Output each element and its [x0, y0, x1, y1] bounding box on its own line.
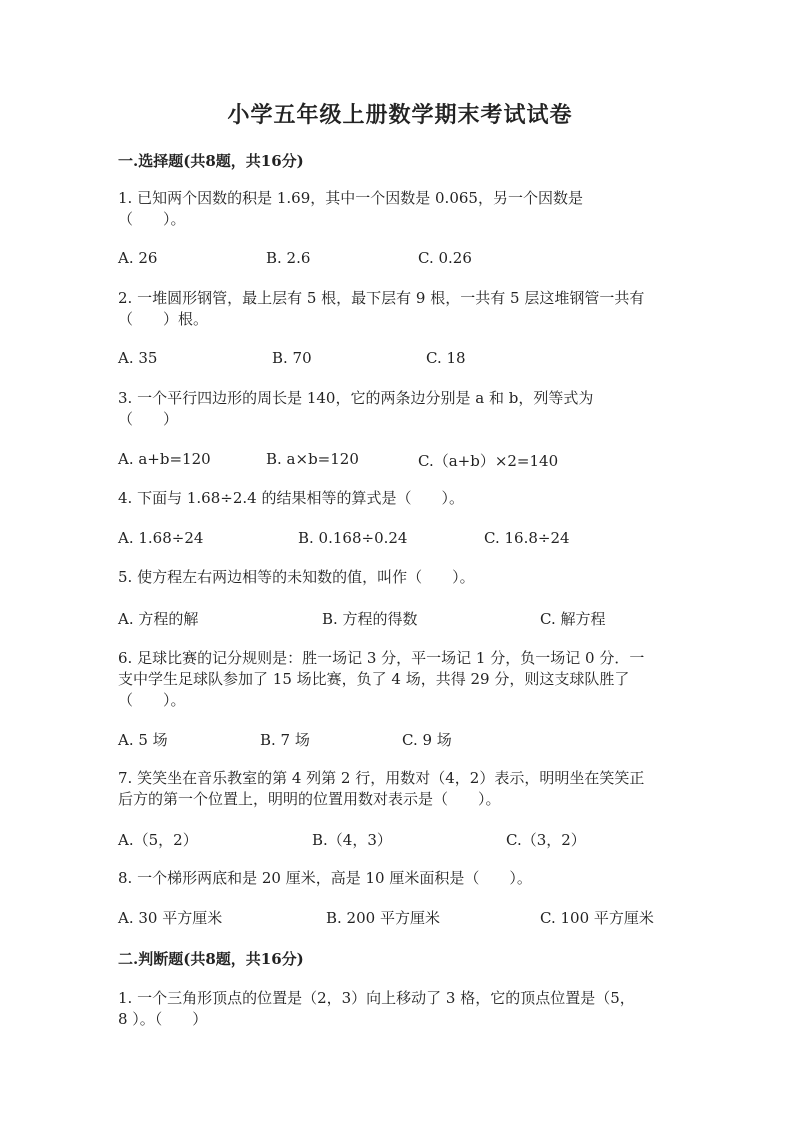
question-2-option-b: B. 70 [272, 349, 312, 367]
question-8-line-1: 8. 一个梯形两底和是 20 厘米，高是 10 厘米面积是（ ）。 [118, 869, 532, 887]
question-3-option-b: B. a×b=120 [266, 450, 359, 468]
question-6-line-2: 支中学生足球队参加了 15 场比赛，负了 4 场，共得 29 分，则这支球队胜了 [118, 670, 630, 688]
question-6-line-1: 6. 足球比赛的记分规则是：胜一场记 3 分，平一场记 1 分，负一场记 0 分．一 [118, 649, 645, 667]
question-3-option-a: A. a+b=120 [118, 450, 211, 468]
question-5-option-c: C. 解方程 [540, 610, 606, 628]
question-3-option-c: C.（a+b）×2=140 [418, 452, 559, 470]
question-7-option-c: C.（3，2） [506, 831, 586, 849]
question-5-option-b: B. 方程的得数 [322, 610, 418, 628]
question-3-line-1: 3. 一个平行四边形的周长是 140，它的两条边分别是 a 和 b，列等式为 [118, 389, 594, 407]
judgement-question-1-line-2: 8 ）。（ ） [118, 1010, 208, 1028]
question-2-option-c: C. 18 [426, 349, 466, 367]
question-1-option-c: C. 0.26 [418, 249, 472, 267]
question-7-line-2: 后方的第一个位置上，明明的位置用数对表示是（ ）。 [118, 790, 501, 808]
question-6-line-3: （ ）。 [118, 691, 186, 709]
question-7-option-b: B.（4，3） [312, 831, 392, 849]
question-1-option-b: B. 2.6 [266, 249, 311, 267]
question-5-line-1: 5. 使方程左右两边相等的未知数的值，叫作（ ）。 [118, 568, 475, 586]
question-6-option-a: A. 5 场 [118, 731, 168, 749]
question-4-line-1: 4. 下面与 1.68÷2.4 的结果相等的算式是（ ）。 [118, 489, 464, 507]
question-4-option-b: B. 0.168÷0.24 [298, 529, 408, 547]
question-1-line-2: （ ）。 [118, 210, 186, 228]
question-4-option-a: A. 1.68÷24 [118, 529, 204, 547]
question-3-line-2: （ ） [118, 410, 179, 428]
question-7-option-a: A.（5，2） [118, 831, 198, 849]
page-title: 小学五年级上册数学期末考试试卷 [227, 102, 573, 128]
question-7-line-1: 7. 笑笑坐在音乐教室的第 4 列第 2 行，用数对（4，2）表示，明明坐在笑笑正 [118, 769, 645, 787]
question-1-option-a: A. 26 [118, 249, 158, 267]
question-2-option-a: A. 35 [118, 349, 158, 367]
question-2-line-1: 2. 一堆圆形钢管，最上层有 5 根，最下层有 9 根，一共有 5 层这堆钢管一共有 [118, 289, 645, 307]
question-4-option-c: C. 16.8÷24 [484, 529, 570, 547]
question-8-option-b: B. 200 平方厘米 [326, 909, 440, 927]
section-heading-choice: 一.选择题(共8题，共16分) [118, 152, 304, 170]
section-heading-judgement: 二.判断题(共8题，共16分) [118, 950, 304, 968]
question-2-line-2: （ ）根。 [118, 310, 209, 328]
question-8-option-c: C. 100 平方厘米 [540, 909, 654, 927]
question-6-option-c: C. 9 场 [402, 731, 452, 749]
question-1-line-1: 1. 已知两个因数的积是 1.69，其中一个因数是 0.065，另一个因数是 [118, 189, 583, 207]
question-6-option-b: B. 7 场 [260, 731, 310, 749]
question-8-option-a: A. 30 平方厘米 [118, 909, 223, 927]
question-5-option-a: A. 方程的解 [118, 610, 199, 628]
judgement-question-1-line-1: 1. 一个三角形顶点的位置是（2，3）向上移动了 3 格，它的顶点位置是（5， [118, 989, 635, 1007]
